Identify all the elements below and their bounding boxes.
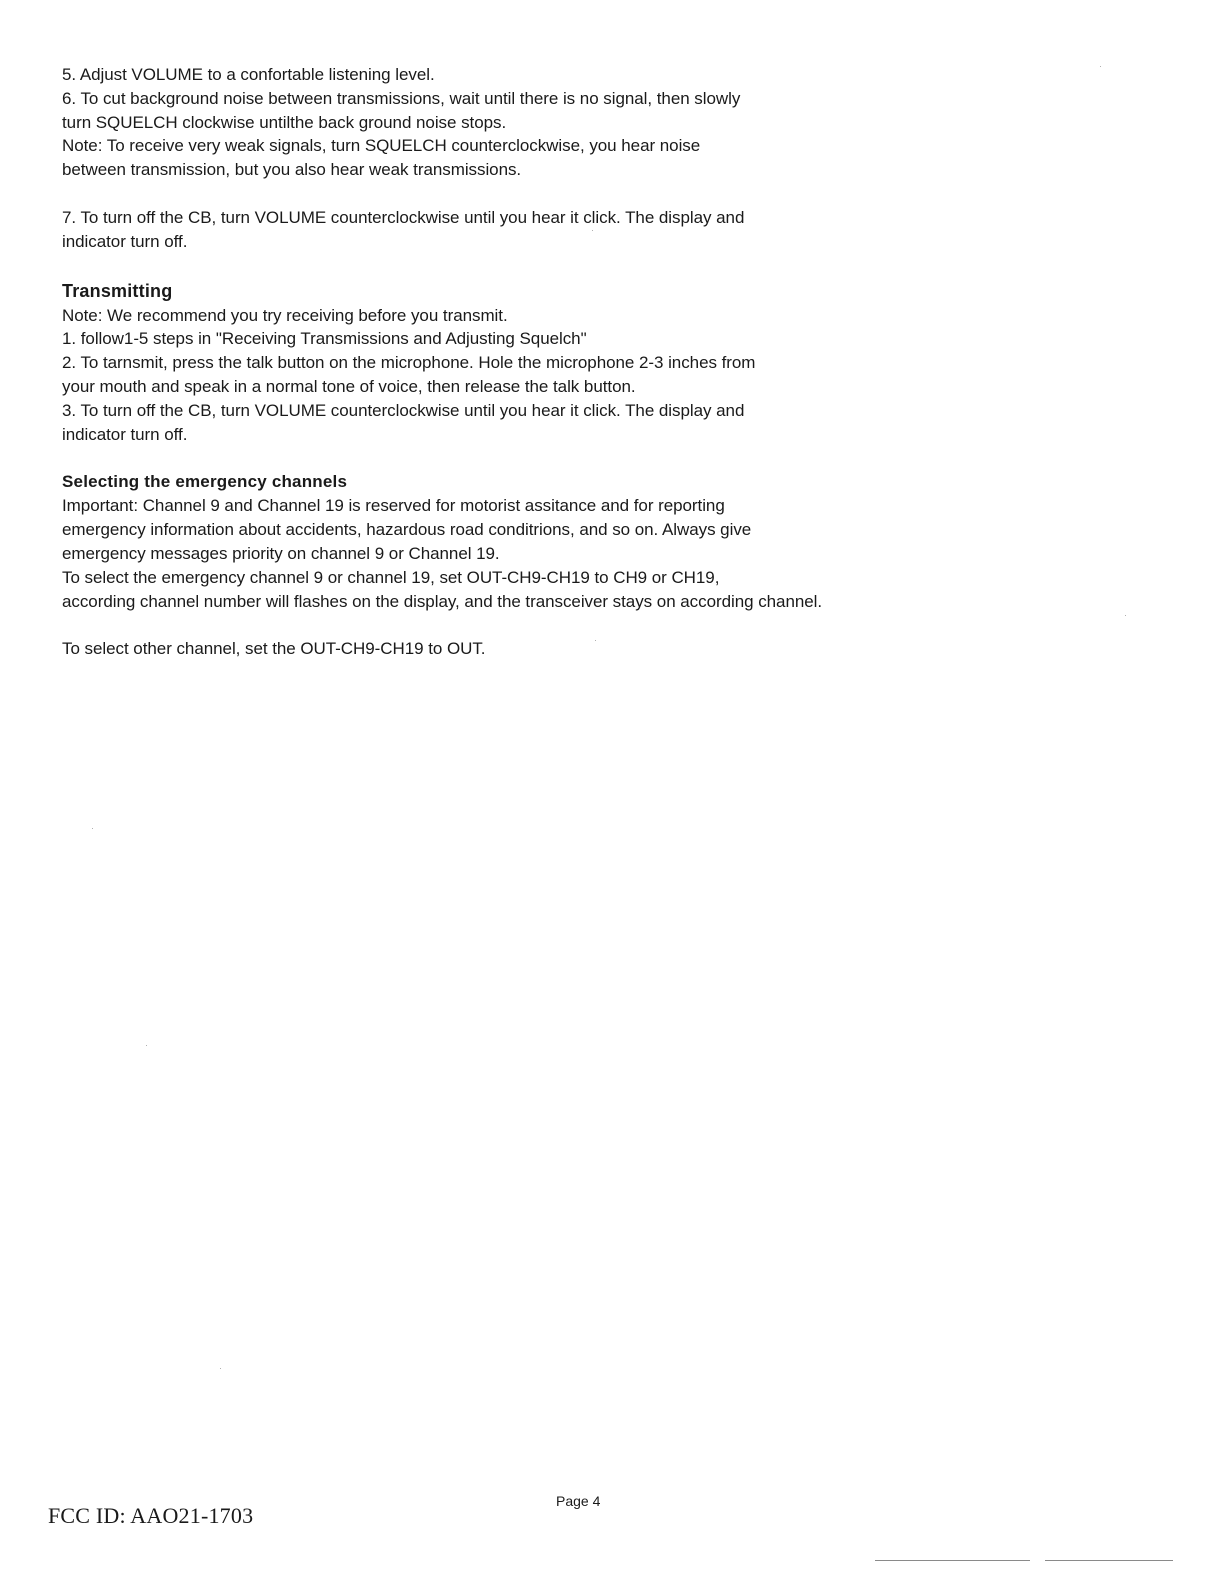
paragraph-turn-off — [62, 206, 1162, 254]
section-transmitting — [62, 278, 1162, 447]
scan-speck — [595, 640, 596, 641]
section-heading-transmitting: Transmitting — [62, 280, 173, 301]
text-line: 5. Adjust VOLUME to a confortable listening level. — [62, 65, 435, 84]
text-line: To select the emergency channel 9 or channel 19, set OUT-CH9-CH19 to CH9 or CH19, — [62, 567, 720, 587]
text-line: 1. follow1-5 steps in "Receiving Transmissions and Adjusting Squelch" — [62, 329, 587, 349]
scan-speck — [220, 1368, 221, 1369]
page-number: Page 4 — [556, 1493, 601, 1509]
text-line: Note: We recommend you try receiving before you transmit. — [62, 305, 508, 325]
text-line: emergency messages priority on channel 9 or Channel 19. — [62, 543, 500, 563]
text-line: 3. To turn off the CB, turn VOLUME counterclockwise until you hear it click. The display and — [62, 400, 745, 420]
paragraph-spacer — [62, 182, 1162, 206]
section-heading-emergency: Selecting the emergency channels — [62, 472, 348, 492]
scan-speck — [592, 230, 593, 231]
scan-speck — [146, 1045, 147, 1046]
scan-speck — [1125, 615, 1126, 616]
bottom-rule — [1045, 1560, 1173, 1561]
paragraph-spacer — [62, 613, 1162, 637]
fcc-id-label: FCC ID: AAO21-1703 — [48, 1503, 254, 1528]
paragraph-spacer — [62, 254, 1162, 278]
text-line: indicator turn off. — [62, 424, 188, 444]
text-line-closing: To select other channel, set the OUT-CH9-CH19 to OUT. — [62, 639, 486, 659]
text-line: indicator turn off. — [62, 231, 188, 251]
document-body — [62, 63, 1162, 661]
text-line: emergency information about accidents, hazardous road conditrions, and so on. Always give — [62, 520, 752, 540]
text-line: between transmission, but you also hear weak transmissions. — [62, 160, 522, 180]
text-line: Important: Channel 9 and Channel 19 is reserved for motorist assitance and for reporting — [62, 496, 725, 516]
paragraph-spacer — [62, 446, 1162, 470]
text-line: 2. To tarnsmit, press the talk button on the microphone. Hole the microphone 2-3 inches from — [62, 353, 756, 373]
text-line: your mouth and speak in a normal tone of voice, then release the talk button. — [62, 376, 636, 396]
section-emergency-channels — [62, 470, 1162, 661]
text-line: turn SQUELCH clockwise untilthe back ground noise stops. — [62, 112, 507, 132]
text-line: 7. To turn off the CB, turn VOLUME counterclockwise until you hear it click. The display and — [62, 207, 745, 227]
scan-speck — [1100, 66, 1101, 67]
bottom-rule — [875, 1560, 1030, 1561]
text-line: 6. To cut background noise between transmissions, wait until there is no signal, then slowly — [62, 88, 741, 108]
paragraph-receiving-steps — [62, 63, 1162, 182]
scan-speck — [92, 828, 93, 829]
text-line: Note: To receive very weak signals, turn SQUELCH counterclockwise, you hear noise — [62, 136, 701, 156]
text-line: according channel number will flashes on the display, and the transceiver stays on according channel. — [62, 591, 823, 611]
